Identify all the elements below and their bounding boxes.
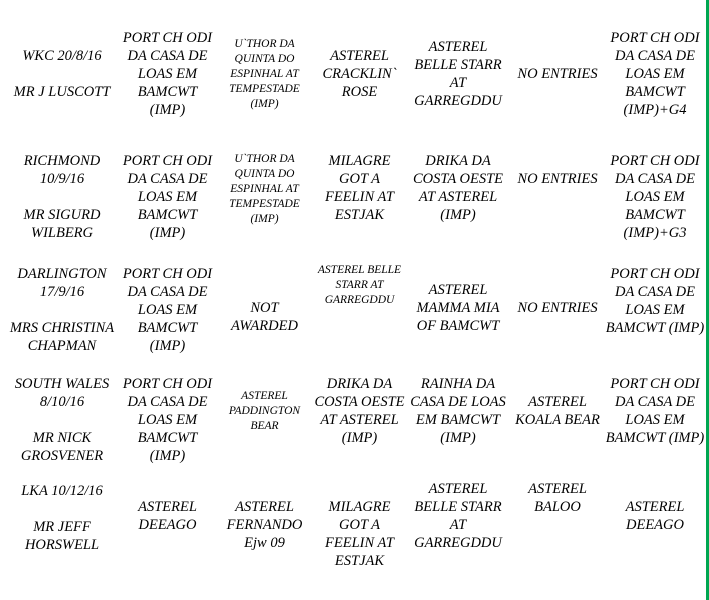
show-cell — [5, 263, 119, 373]
show-cell — [5, 373, 119, 480]
result-cell: ASTEREL FERNANDO Ejw 09 — [226, 499, 303, 551]
result-cell: PORT CH ODI DA CASA DE LOAS EM BAMCWT (IMP)+G4 — [610, 30, 700, 118]
table-row — [5, 148, 705, 263]
result-cell: PORT CH ODI DA CASA DE LOAS EM BAMCWT (IMP) — [122, 376, 213, 464]
result-cell: DRIKA DA COSTA OESTE AT ASTEREL (IMP) — [314, 376, 405, 446]
result-cell: MILAGRE GOT A FEELIN AT ESTJAK — [325, 153, 394, 223]
show-name-date: SOUTH WALES 8/10/16 — [14, 376, 110, 410]
judge-name: MR NICK GROSVENER — [20, 430, 104, 464]
result-cell: ASTEREL BALOO — [528, 481, 587, 515]
result-cell: NO ENTRIES — [517, 171, 598, 187]
result-cell: ASTEREL CRACKLIN` ROSE — [322, 48, 397, 100]
result-cell: ASTEREL MAMMA MIA OF BAMCWT — [416, 282, 500, 334]
judge-name: MR J LUSCOTT — [13, 84, 111, 100]
show-name-date: WKC 20/8/16 — [22, 48, 102, 64]
result-cell: MILAGRE GOT A FEELIN AT ESTJAK — [325, 499, 394, 569]
result-cell: PORT CH ODI DA CASA DE LOAS EM BAMCWT (IMP) — [605, 266, 705, 336]
result-cell: ASTEREL DEEAGO — [138, 499, 197, 533]
table-row — [5, 373, 705, 480]
result-cell: PORT CH ODI DA CASA DE LOAS EM BAMCWT (IMP)+G3 — [610, 153, 700, 241]
table-row — [5, 263, 705, 373]
result-cell: NOT AWARDED — [231, 300, 298, 334]
show-cell — [5, 480, 119, 600]
result-cell: ASTEREL DEEAGO — [625, 499, 685, 533]
result-cell: DRIKA DA COSTA OESTE AT ASTEREL (IMP) — [412, 153, 504, 223]
judge-name: MR SIGURD WILBERG — [23, 207, 101, 241]
result-cell: ASTEREL BELLE STARR AT GARREGDDU — [414, 481, 502, 551]
judge-name: MRS CHRISTINA CHAPMAN — [9, 320, 115, 354]
result-cell: NO ENTRIES — [517, 300, 598, 316]
show-cell — [5, 148, 119, 263]
judge-name: MR JEFF HORSWELL — [24, 519, 100, 553]
show-name-date: DARLINGTON 17/9/16 — [17, 266, 107, 300]
result-cell: ASTEREL KOALA BEAR — [515, 394, 600, 428]
result-cell: PORT CH ODI DA CASA DE LOAS EM BAMCWT (IMP) — [122, 30, 213, 118]
table-row — [5, 480, 705, 600]
show-name-date: RICHMOND 10/9/16 — [23, 153, 101, 187]
result-cell: PORT CH ODI DA CASA DE LOAS EM BAMCWT (IMP) — [122, 153, 213, 241]
result-cell: ASTEREL BELLE STARR AT GARREGDDU — [317, 264, 402, 306]
result-cell: U`THOR DA QUINTA DO ESPINHAL AT TEMPESTADE (IMP) — [229, 37, 300, 110]
result-cell: PORT CH ODI DA CASA DE LOAS EM BAMCWT (IMP) — [605, 376, 705, 446]
result-cell: U`THOR DA QUINTA DO ESPINHAL AT TEMPESTADE (IMP) — [229, 153, 300, 225]
result-cell: NO ENTRIES — [517, 66, 598, 82]
show-cell — [5, 0, 119, 148]
show-results-table — [5, 0, 705, 600]
show-name-date: LKA 10/12/16 — [21, 483, 103, 499]
result-cell: PORT CH ODI DA CASA DE LOAS EM BAMCWT (IMP) — [122, 266, 213, 354]
table-row — [5, 0, 705, 148]
result-cell: RAINHA DA CASA DE LOAS EM BAMCWT (IMP) — [410, 376, 506, 446]
result-cell: ASTEREL BELLE STARR AT GARREGDDU — [414, 39, 502, 109]
result-cell: ASTEREL PADDINGTON BEAR — [228, 390, 301, 432]
